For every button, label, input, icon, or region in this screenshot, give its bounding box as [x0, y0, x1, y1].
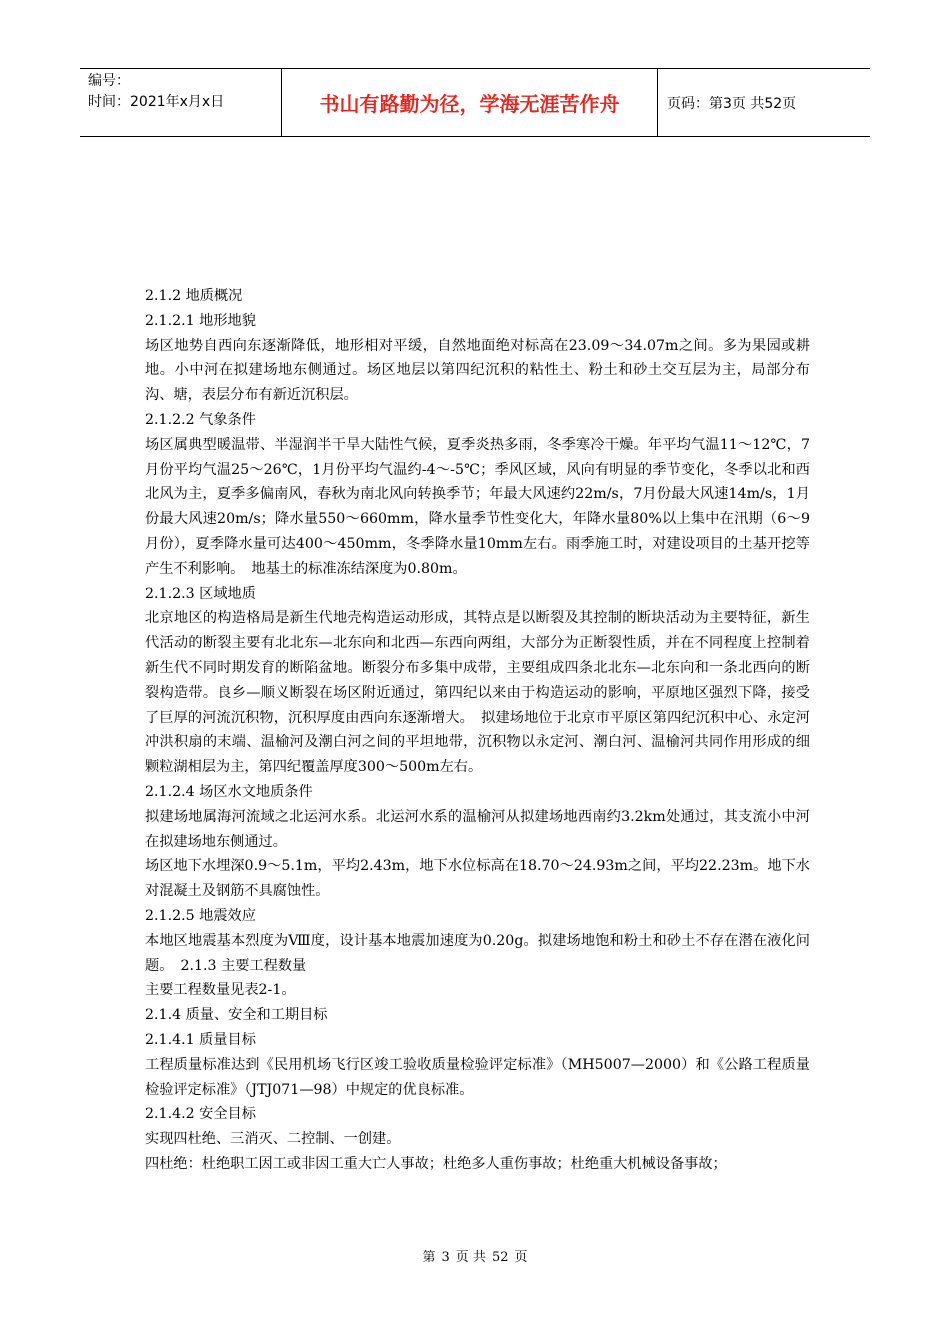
header-meta: [80, 69, 282, 136]
page-header: [80, 68, 870, 137]
subsection-heading: 2.1.4.2 安全目标: [145, 1106, 256, 1123]
section-heading: 2.1.4 质量、安全和工期目标: [145, 1007, 328, 1024]
body-paragraph: 工程质量标准达到《民用机场飞行区竣工验收质量检验评定标准》（MH5007—2000）和《公路工程质量检验评定标准》（JTJ071—98）中规定的优良标准。: [145, 1056, 810, 1098]
subsection-heading: 2.1.2.5 地震效应: [145, 907, 256, 924]
document-code-label: 编号：: [88, 73, 130, 89]
footer-prefix: 第: [422, 1250, 436, 1265]
body-paragraph: 拟建场地属海河流域之北运河水系。北运河水系的温榆河从拟建场地西南约3.2km处通过，其支流小中河在拟建场地东侧通过。: [145, 808, 810, 850]
body-paragraph: 北京地区的构造格局是新生代地壳构造运动形成，其特点是以断裂及其控制的断块活动为主要特征，新生代活动的断裂主要有北北东—北东向和北西—东西向两组，大部分为正断裂性质，并在不同程度上控制着新生代不同时期发育的断陷盆地。断裂分布多集中成带，主要组成四条北北东—北东向和一条北西向的断裂构造带。良乡—顺义断裂在场区附近通过，第四纪以来由于构造运动的影响，平原地区强烈下降，接受了巨厚的河流沉积物，沉积厚度由西向东逐渐增大。 拟建场地位于北京市平原区第四纪沉积中心、永定河冲洪积扇的末端、温榆河及潮白河之间的平坦地带，沉积物以永定河、潮白河、温榆河共同作用形成的细颗粒湖相层为主，第四纪覆盖厚度300～500m左右。: [145, 610, 810, 776]
body-paragraph: 四杜绝：杜绝职工因工或非因工重大亡人事故；杜绝多人重伤事故；杜绝重大机械设备事故；: [145, 1155, 727, 1172]
footer-page-number: 3: [441, 1250, 450, 1265]
body-paragraph: 场区地势自西向东逐渐降低，地形相对平缓，自然地面绝对标高在23.09～34.07m之间。多为果园或耕地。小中河在拟建场地东侧通过。场区地层以第四纪沉积的粘性土、粉土和砂土交互层为主，局部分布沟、塘，表层分布有新近沉积层。: [145, 337, 810, 404]
subsection-heading: 2.1.2.2 气象条件: [145, 411, 256, 428]
subsection-heading: 2.1.4.1 质量目标: [145, 1031, 256, 1048]
document-body: [145, 284, 810, 1177]
footer-suffix: 页: [514, 1250, 528, 1265]
body-paragraph: 场区属典型暖温带、半湿润半干旱大陆性气候，夏季炎热多雨，冬季寒冷干燥。年平均气温11～12℃，7月份平均气温25～26℃，1月份平均气温约-4～-5℃；季风区域，风向有明显的季节变化，冬季以北和西北风为主，夏季多偏南风，春秋为南北风向转换季节；年最大风速约22m/s，7月份最大风速14m/s，1月份最大风速20m/s；降水量550～660mm，降水量季节性变化大，年降水量80%以上集中在汛期（6～9月份），夏季降水量可达400～450mm，冬季降水量10mm左右。雨季施工时，对建设项目的土基开挖等产生不利影响。 地基土的标准冻结深度为0.80m。: [145, 436, 810, 577]
body-paragraph: 场区地下水埋深0.9～5.1m，平均2.43m，地下水位标高在18.70～24.93m之间，平均22.23m。地下水对混凝土及钢筋不具腐蚀性。: [145, 858, 810, 900]
subsection-heading: 2.1.2.1 地形地貌: [145, 312, 256, 329]
footer-mid: 页 共: [455, 1250, 486, 1265]
header-page-info: 页码：第3页 共52页: [667, 95, 797, 112]
section-heading: 2.1.2 地质概况: [145, 288, 243, 304]
subsection-heading: 2.1.2.3 区域地质: [145, 585, 256, 602]
body-paragraph: 主要工程数量见表2-1。: [145, 982, 296, 999]
body-paragraph: 本地区地震基本烈度为Ⅷ度，设计基本地震加速度为0.20g。拟建场地饱和粉土和砂土不存在潜在液化问题。 2.1.3 主要工程数量: [145, 932, 810, 974]
body-paragraph: 实现四杜绝、三消灭、二控制、一创建。: [145, 1131, 401, 1148]
document-time: 时间：2021年x月x日: [88, 94, 225, 110]
subsection-heading: 2.1.2.4 场区水文地质条件: [145, 783, 313, 800]
page-footer: [0, 1246, 950, 1265]
footer-total-pages: 52: [491, 1250, 509, 1265]
header-motto: 书山有路勤为径，学海无涯苦作舟: [282, 69, 658, 136]
